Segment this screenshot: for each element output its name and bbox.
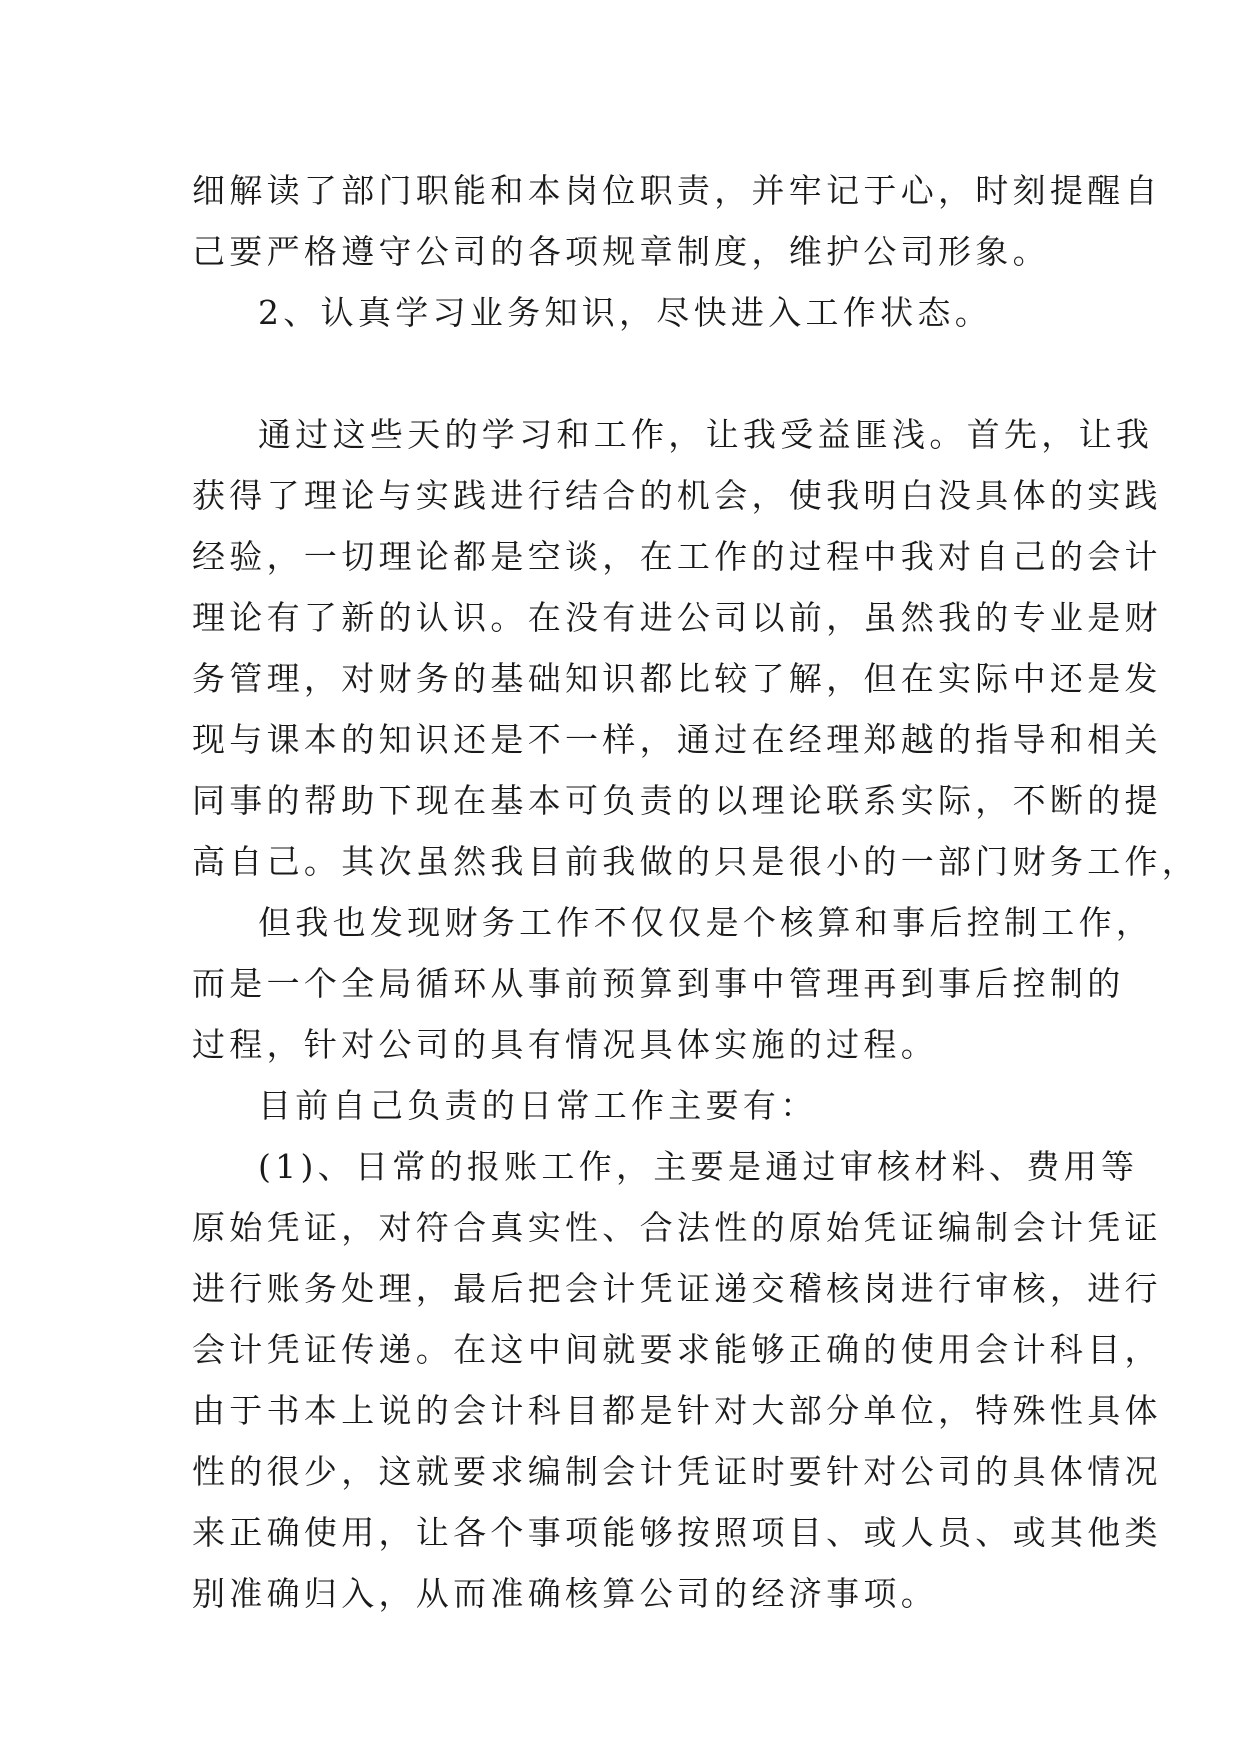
text-line: 来正确使用，让各个事项能够按照项目、或人员、或其他类 [192,1513,1162,1552]
text-line: 会计凭证传递。在这中间就要求能够正确的使用会计科目， [192,1330,1162,1369]
text-line: 己要严格遵守公司的各项规章制度，维护公司形象。 [192,232,1050,271]
body-text [192,160,1200,1624]
text-line: 获得了理论与实践进行结合的机会，使我明白没具体的实践 [192,476,1162,515]
text-line: 经验，一切理论都是空谈，在工作的过程中我对自己的会计 [192,537,1162,576]
text-line: 但我也发现财务工作不仅仅是个核算和事后控制工作， [258,903,1154,942]
text-line: 由于书本上说的会计科目都是针对大部分单位，特殊性具体 [192,1391,1162,1430]
text-line: 通过这些天的学习和工作，让我受益匪浅。首先，让我 [258,415,1154,454]
text-line: 目前自己负责的日常工作主要有： [258,1086,818,1125]
text-line: 进行账务处理，最后把会计凭证递交稽核岗进行审核，进行 [192,1269,1162,1308]
text-line: 别准确归入，从而准确核算公司的经济事项。 [192,1574,938,1613]
text-line: 同事的帮助下现在基本可负责的以理论联系实际，不断的提 [192,781,1162,820]
text-line: 理论有了新的认识。在没有进公司以前，虽然我的专业是财 [192,598,1162,637]
text-line: 现与课本的知识还是不一样，通过在经理郑越的指导和相关 [192,720,1162,759]
text-line: 高自己。其次虽然我目前我做的只是很小的一部门财务工作， [192,842,1200,881]
text-line: 而是一个全局循环从事前预算到事中管理再到事后控制的 [192,964,1125,1003]
text-line: 过程，针对公司的具有情况具体实施的过程。 [192,1025,938,1064]
text-line: 务管理，对财务的基础知识都比较了解，但在实际中还是发 [192,659,1162,698]
paragraph-gap [192,343,1052,404]
text-line: 2、认真学习业务知识，尽快进入工作状态。 [258,293,992,332]
text-line: (1)、日常的报账工作，主要是通过审核材料、费用等 [258,1147,1139,1186]
text-line: 原始凭证，对符合真实性、合法性的原始凭证编制会计凭证 [192,1208,1162,1247]
text-line: 细解读了部门职能和本岗位职责，并牢记于心，时刻提醒自 [192,171,1162,210]
text-line: 性的很少，这就要求编制会计凭证时要针对公司的具体情况 [192,1452,1162,1491]
